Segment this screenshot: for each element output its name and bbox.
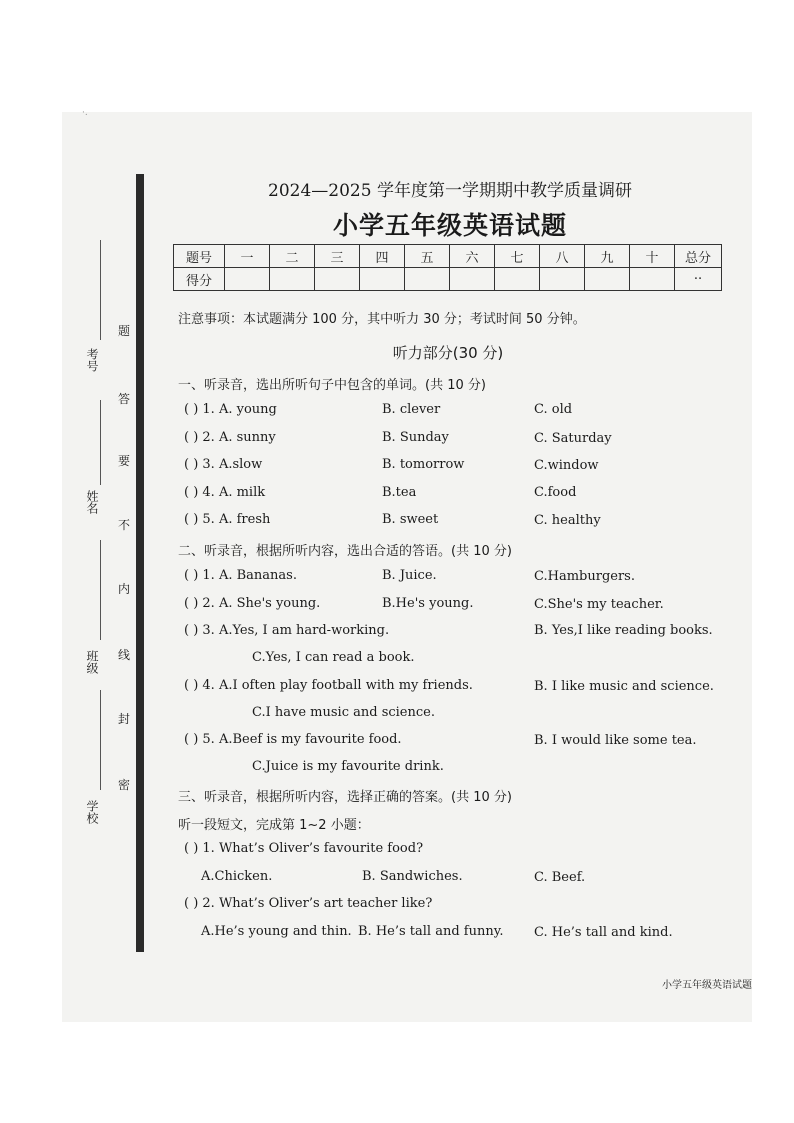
score-cell: 总分	[675, 245, 722, 268]
part3-q1-option-a[interactable]: A.Chicken.	[201, 869, 273, 884]
top-mark: ·.	[82, 108, 88, 118]
seal-char: 内	[118, 582, 131, 596]
listening-section-title: 听力部分(30 分)	[392, 344, 504, 362]
part2-q4-option-c[interactable]: C.I have music and science.	[252, 705, 435, 720]
seal-char: 不	[118, 518, 131, 532]
score-input-cell[interactable]	[225, 268, 270, 291]
binding-bar	[136, 174, 144, 952]
part2-q4-option-b[interactable]: B. I like music and science.	[534, 679, 714, 694]
part1-q4-option-c[interactable]: C.food	[534, 485, 577, 500]
part2-q1-option-c[interactable]: C.Hamburgers.	[534, 569, 635, 584]
part2-q3-option-c[interactable]: C.Yes, I can read a book.	[252, 650, 415, 665]
part2-q1[interactable]: ( ) 1. A. Bananas.	[184, 568, 297, 583]
score-table-score-row	[174, 268, 722, 291]
score-input-cell[interactable]	[405, 268, 450, 291]
score-cell: 七	[495, 245, 540, 268]
score-cell: 得分	[174, 268, 225, 291]
score-input-cell[interactable]	[630, 268, 675, 291]
seal-char: 答	[118, 392, 131, 406]
part1-q4-option-b[interactable]: B.tea	[382, 485, 417, 500]
part3-intro: 听一段短文，完成第 1~2 小题：	[178, 818, 370, 833]
class-line	[100, 540, 101, 640]
exam-notice: 注意事项：本试题满分 100 分，其中听力 30 分；考试时间 50 分钟。	[178, 312, 586, 327]
score-input-cell[interactable]	[360, 268, 405, 291]
score-input-cell[interactable]: ··	[675, 268, 722, 291]
part1-q2-option-b[interactable]: B. Sunday	[382, 430, 449, 445]
part2-q4[interactable]: ( ) 4. A.I often play football with my friends.	[184, 678, 473, 693]
seal-char: 线	[118, 648, 131, 662]
part2-q3[interactable]: ( ) 3. A.Yes, I am hard-working.	[184, 623, 390, 638]
score-cell: 五	[405, 245, 450, 268]
part3-q1-option-c[interactable]: C. Beef.	[534, 870, 586, 885]
part1-q1[interactable]: ( ) 1. A. young	[184, 402, 277, 417]
score-input-cell[interactable]	[450, 268, 495, 291]
score-cell: 题号	[174, 245, 225, 268]
score-cell: 三	[315, 245, 360, 268]
score-table	[173, 244, 722, 291]
part3-q2-option-a[interactable]: A.He’s young and thin.	[201, 924, 352, 939]
class-label: 班级	[85, 650, 99, 674]
exam-number-label: 考号	[85, 348, 99, 372]
score-cell: 八	[540, 245, 585, 268]
part1-q2[interactable]: ( ) 2. A. sunny	[184, 430, 276, 445]
part2-q2[interactable]: ( ) 2. A. She's young.	[184, 596, 321, 611]
part1-q3-option-b[interactable]: B. tomorrow	[382, 457, 465, 472]
school-line	[100, 690, 101, 790]
score-cell: 十	[630, 245, 675, 268]
score-input-cell[interactable]	[270, 268, 315, 291]
part1-q2-option-c[interactable]: C. Saturday	[534, 431, 612, 446]
part1-q1-option-b[interactable]: B. clever	[382, 402, 441, 417]
seal-char: 要	[118, 454, 131, 468]
score-input-cell[interactable]	[495, 268, 540, 291]
part3-heading: 三、听录音，根据所听内容，选择正确的答案。(共 10 分)	[178, 790, 512, 805]
score-cell: 一	[225, 245, 270, 268]
exam-title-line1: 2024—2025 学年度第一学期期中教学质量调研	[268, 181, 632, 201]
part1-q1-option-c[interactable]: C. old	[534, 402, 573, 417]
part3-q1-option-b[interactable]: B. Sandwiches.	[362, 869, 463, 884]
part1-q5[interactable]: ( ) 5. A. fresh	[184, 512, 271, 527]
part3-q2-option-b[interactable]: B. He’s tall and funny.	[358, 924, 504, 939]
part2-q2-option-b[interactable]: B.He's young.	[382, 596, 474, 611]
name-line	[100, 400, 101, 485]
score-input-cell[interactable]	[315, 268, 360, 291]
part2-q5[interactable]: ( ) 5. A.Beef is my favourite food.	[184, 732, 402, 747]
part1-q5-option-c[interactable]: C. healthy	[534, 513, 601, 528]
part2-q5-option-c[interactable]: C.Juice is my favourite drink.	[252, 759, 444, 774]
school-label: 学校	[85, 800, 99, 824]
name-label: 姓名	[85, 490, 99, 514]
score-input-cell[interactable]	[540, 268, 585, 291]
part1-q3-option-c[interactable]: C.window	[534, 458, 599, 473]
score-table-header-row	[174, 245, 722, 268]
part3-q2-option-c[interactable]: C. He’s tall and kind.	[534, 925, 673, 940]
score-input-cell[interactable]	[585, 268, 630, 291]
score-cell: 四	[360, 245, 405, 268]
seal-char: 题	[118, 324, 131, 338]
part1-q5-option-b[interactable]: B. sweet	[382, 512, 439, 527]
seal-char: 封	[118, 712, 131, 726]
part1-q4[interactable]: ( ) 4. A. milk	[184, 485, 266, 500]
part1-q3[interactable]: ( ) 3. A.slow	[184, 457, 263, 472]
part2-q2-option-c[interactable]: C.She's my teacher.	[534, 597, 664, 612]
part2-q5-option-b[interactable]: B. I would like some tea.	[534, 733, 697, 748]
score-cell: 二	[270, 245, 315, 268]
exam-title-line2: 小学五年级英语试题	[332, 211, 567, 240]
score-cell: 六	[450, 245, 495, 268]
score-cell: 九	[585, 245, 630, 268]
part2-q1-option-b[interactable]: B. Juice.	[382, 568, 437, 583]
part1-heading: 一、听录音，选出所听句子中包含的单词。(共 10 分)	[178, 378, 486, 393]
part3-q2-stem[interactable]: ( ) 2. What’s Oliver’s art teacher like?	[184, 896, 433, 911]
part2-q3-option-b[interactable]: B. Yes,I like reading books.	[534, 623, 713, 638]
part3-q1-stem[interactable]: ( ) 1. What’s Oliver’s favourite food?	[184, 841, 424, 856]
part2-heading: 二、听录音，根据所听内容，选出合适的答语。(共 10 分)	[178, 544, 512, 559]
page-footer: 小学五年级英语试题	[662, 980, 752, 991]
seal-char: 密	[118, 778, 131, 792]
exam-number-line	[100, 240, 101, 340]
